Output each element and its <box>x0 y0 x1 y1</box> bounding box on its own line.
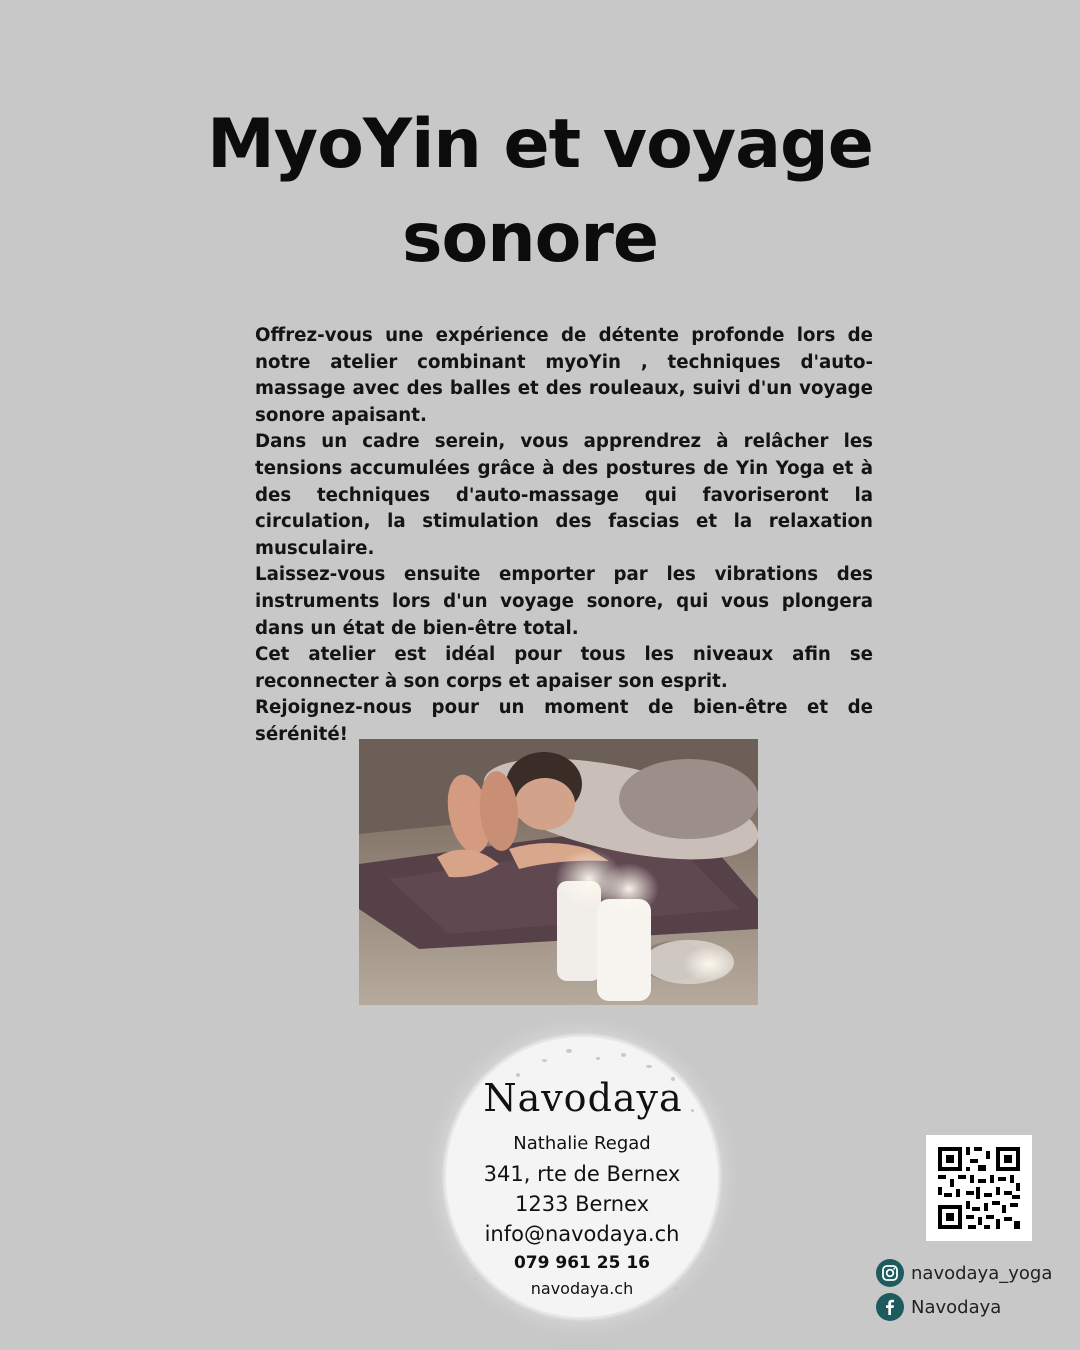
contact-city: 1233 Bernex <box>515 1192 649 1216</box>
facebook-link[interactable] <box>876 1293 1001 1321</box>
contact-email[interactable]: info@navodaya.ch <box>484 1222 680 1246</box>
facebook-icon <box>876 1293 904 1321</box>
instagram-icon <box>876 1259 904 1287</box>
brand-name: Navodaya <box>483 1076 683 1120</box>
title-line-2: sonore <box>402 199 658 278</box>
yoga-photo-illustration <box>359 739 758 1005</box>
poster-title <box>0 98 1080 286</box>
contact-website[interactable]: navodaya.ch <box>530 1279 634 1298</box>
description-paragraph: Cet atelier est idéal pour tous les niveaux afin se reconnecter à son corps et apaiser son esprit. <box>255 644 873 692</box>
instagram-link[interactable] <box>876 1259 1052 1287</box>
yoga-photo <box>359 739 758 1005</box>
description-text <box>255 323 873 749</box>
contact-phone[interactable]: 079 961 25 16 <box>513 1253 651 1273</box>
contact-name: Nathalie Regad <box>513 1133 651 1154</box>
contact-street: 341, rte de Bernex <box>483 1162 681 1186</box>
facebook-handle: Navodaya <box>911 1296 1002 1318</box>
description-paragraph: Laissez-vous ensuite emporter par les vibrations des instruments lors d'un voyage sonore, qui vous plongera dans un état de bien-être total. <box>255 564 873 639</box>
description-paragraph: Rejoignez-nous pour un moment de bien-être et de sérénité! <box>255 697 873 745</box>
qr-code-icon <box>926 1135 1032 1241</box>
contact-block <box>446 1070 718 1301</box>
instagram-handle: navodaya_yoga <box>911 1262 1053 1284</box>
description-paragraph: Offrez-vous une expérience de détente profonde lors de notre atelier combinant myoYin , techniques d'auto-massage avec des balles et des rouleaux, suivi d'un voyage sonore apaisant. <box>255 325 873 426</box>
description-paragraph: Dans un cadre serein, vous apprendrez à relâcher les tensions accumulées grâce à des postures de Yin Yoga et à des techniques d'auto-massage qui favoriseront la circulation, la stimulation des fascias et la relaxation musculaire. <box>255 431 873 559</box>
title-line-1: MyoYin et voyage <box>207 105 873 184</box>
qr-code[interactable] <box>926 1135 1032 1241</box>
